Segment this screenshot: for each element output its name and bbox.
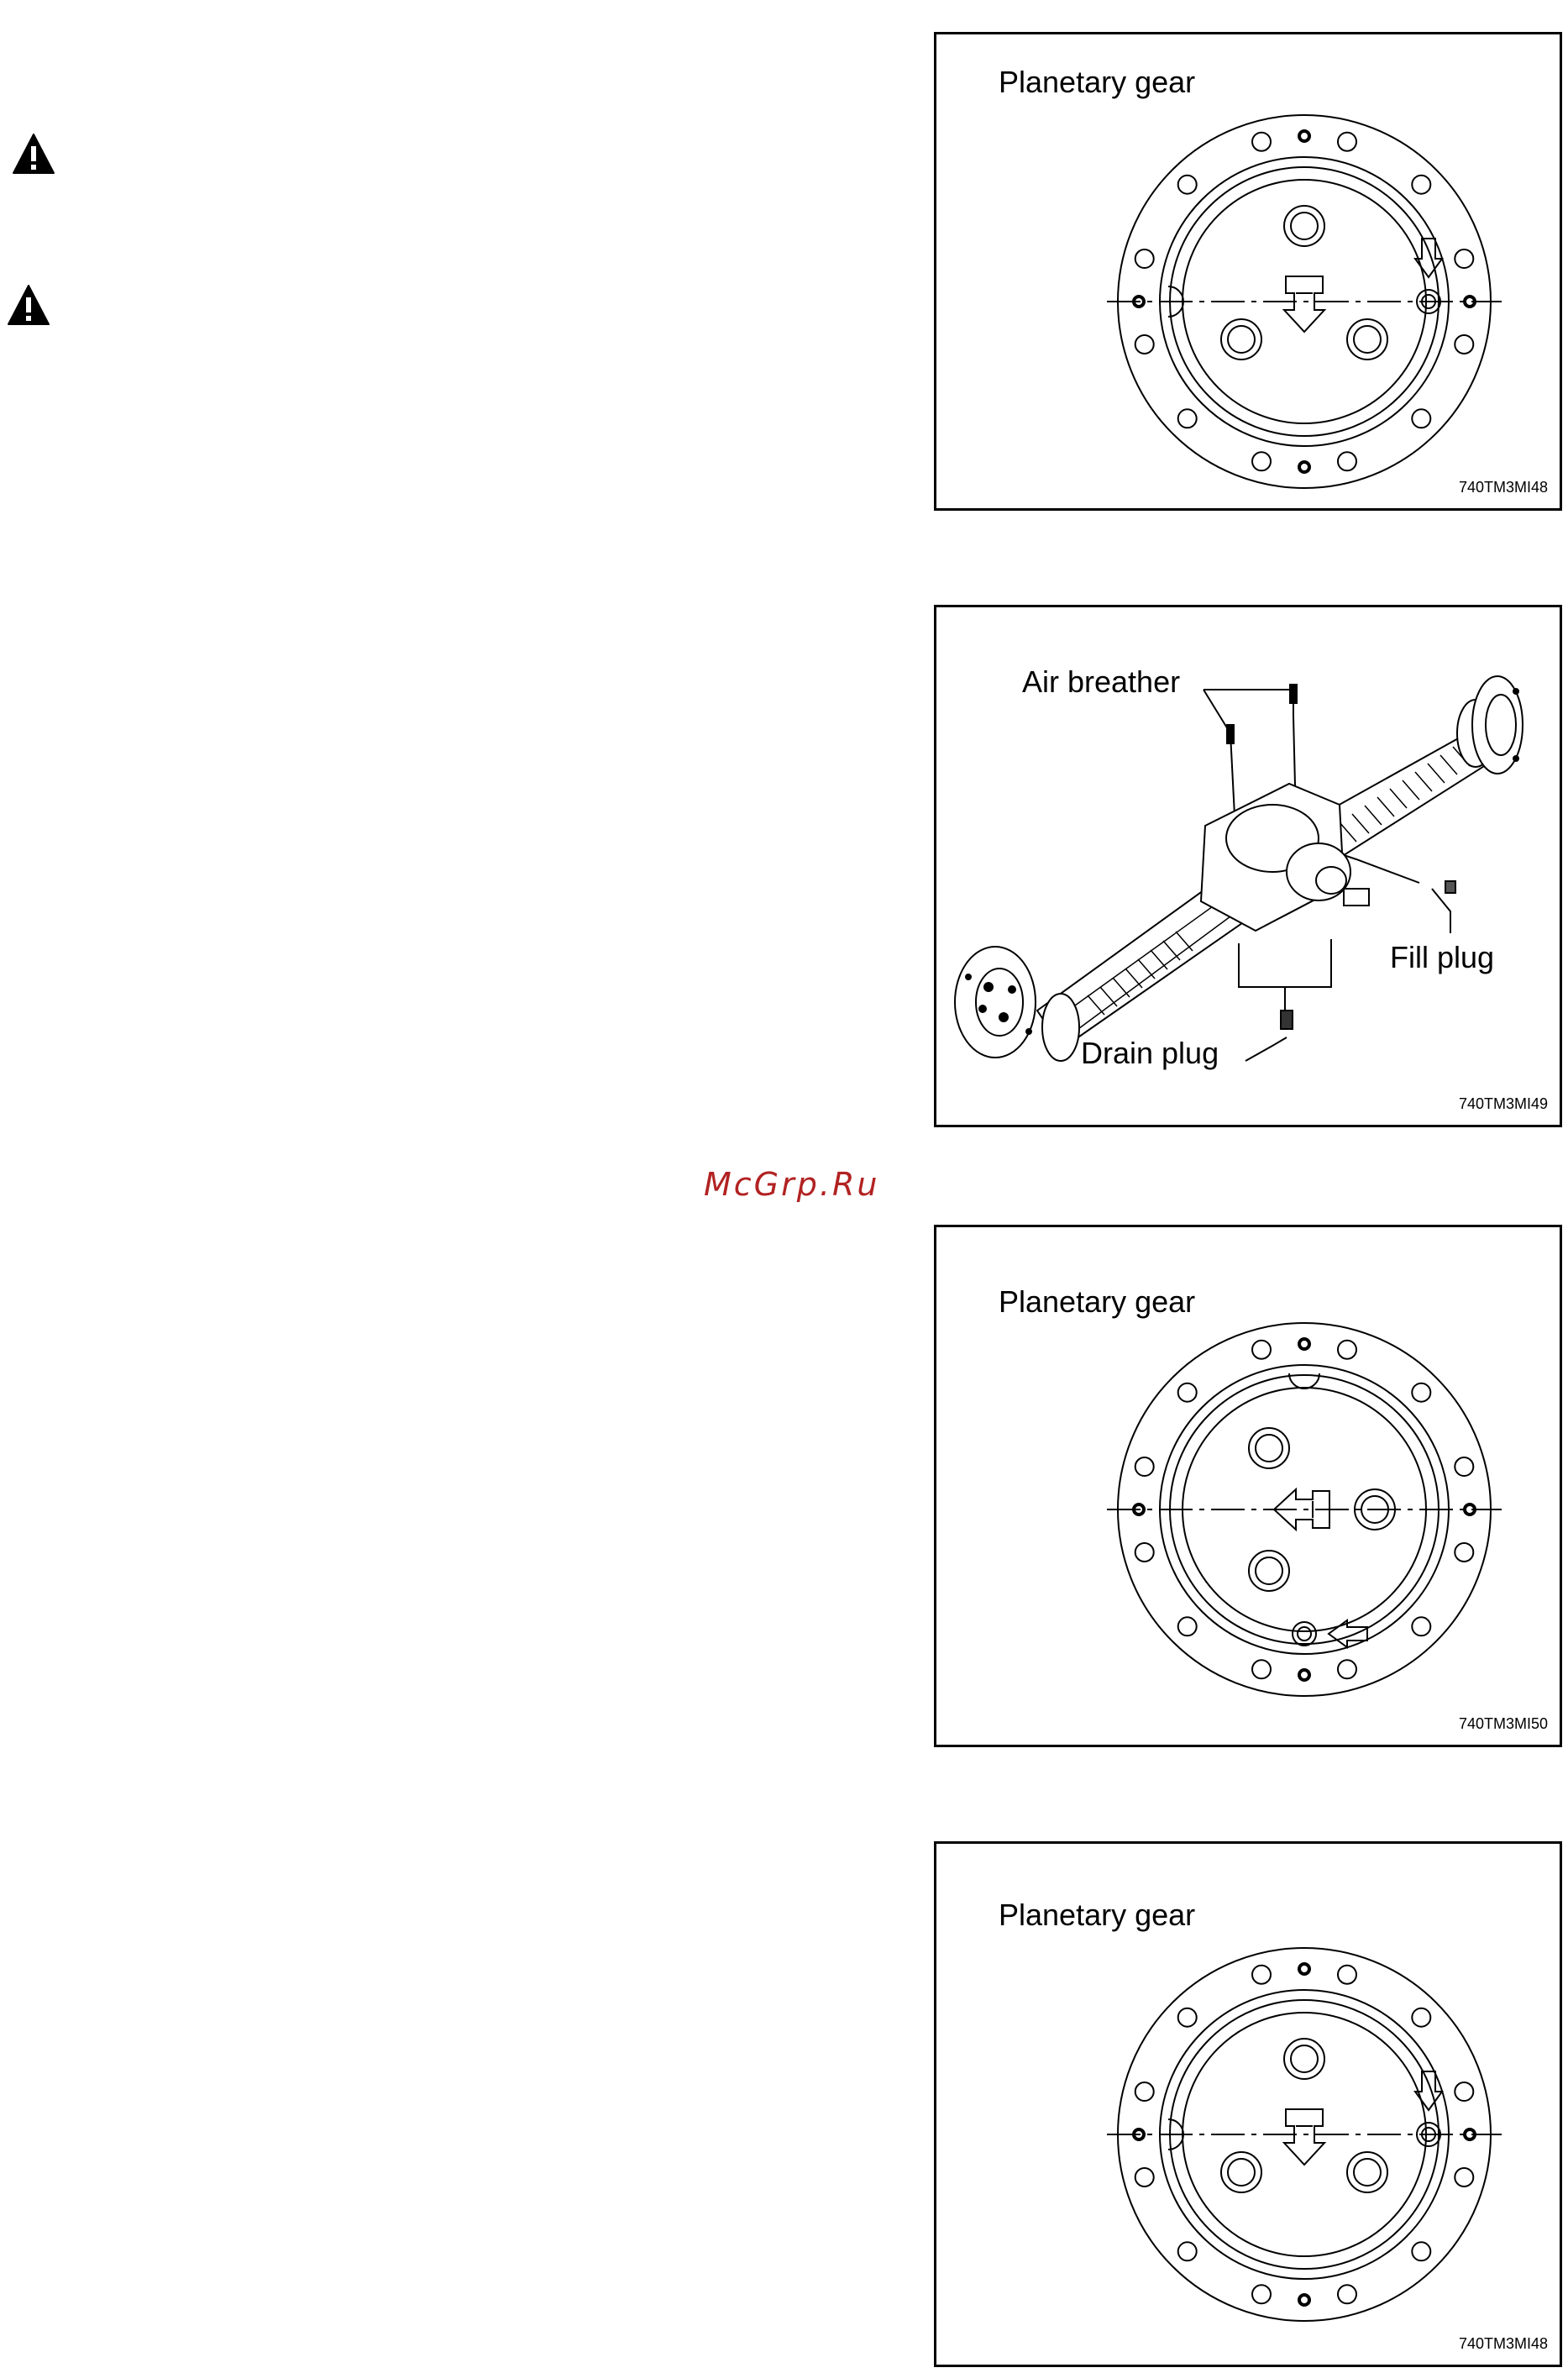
figure-code: 740TM3MI48: [1458, 2335, 1548, 2352]
figure-code: 740TM3MI48: [1458, 479, 1548, 496]
figure-title: Planetary gear: [999, 1898, 1196, 1932]
air-breather-label: Air breather: [1022, 664, 1181, 699]
fill-plug-label: Fill plug: [1390, 940, 1495, 974]
warning-triangle-icon: [7, 283, 50, 327]
planetary-gear-drawing: [936, 34, 1560, 508]
figure-title: Planetary gear: [999, 65, 1196, 99]
axle-figure: [934, 605, 1562, 1127]
figure-title: Planetary gear: [999, 1284, 1196, 1319]
planetary-gear-figure-4: [934, 1841, 1562, 2367]
planetary-gear-drawing: [936, 1227, 1560, 1745]
axle-drawing: [936, 607, 1560, 1125]
drain-plug-label: Drain plug: [1081, 1036, 1219, 1070]
planetary-gear-figure-1: [934, 32, 1562, 511]
figure-code: 740TM3MI49: [1458, 1095, 1548, 1112]
figure-code: 740TM3MI50: [1458, 1715, 1548, 1732]
planetary-gear-figure-3: [934, 1225, 1562, 1747]
warning-triangle-icon: [12, 132, 55, 176]
planetary-gear-drawing: [936, 1844, 1560, 2365]
watermark: McGrp.Ru: [704, 1166, 880, 1203]
